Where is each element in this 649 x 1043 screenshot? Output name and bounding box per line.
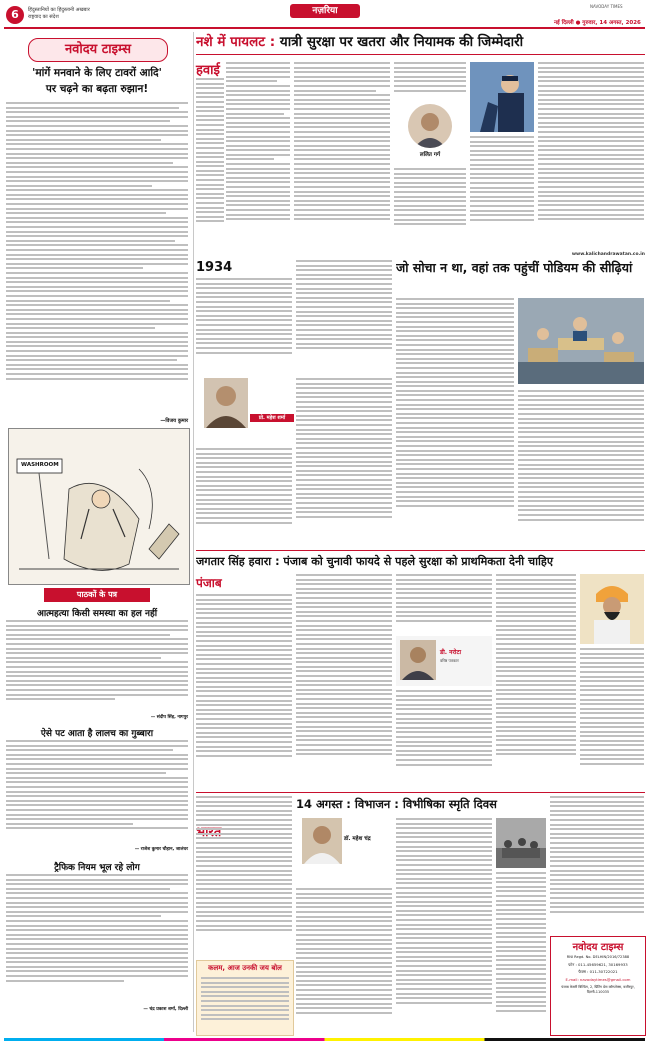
masthead-tagline-2: राष्ट्रवाद का संदेश — [28, 14, 59, 20]
imprint-reg: RNI Regd. No. DELHIN/2016/72388 — [566, 955, 630, 959]
imprint-fax: फैक्स : 011-30722021 — [578, 969, 618, 974]
imprint-phone: फोन : 011-45659621, 30169933 — [568, 962, 628, 967]
letter3-body — [6, 874, 188, 1002]
editorial-body — [6, 102, 188, 414]
letter3-author: — चंद्र प्रकाश शर्मा, दिल्ली — [143, 1007, 188, 1012]
cartoon — [8, 428, 190, 585]
top-story-col2 — [294, 62, 390, 242]
partition-col5 — [550, 796, 644, 932]
day-date: गुरुवार, 14 अगस्त, 2026 — [582, 20, 641, 26]
partition-author-photo — [302, 818, 342, 864]
punjab-col2 — [296, 574, 392, 784]
letters-section — [4, 588, 190, 1028]
podium-year: 1934 — [196, 260, 233, 275]
imprint-address: पंजाब केसरी बिल्डिंग, 2, प्रिंटिंग प्रेस कॉम्प्लेक्स, वजीरपुर, दिल्ली-110035 — [561, 985, 635, 994]
top-story-headline — [196, 32, 645, 52]
letter1-title: आत्महत्या किसी समस्या का हल नहीं — [36, 609, 158, 619]
letter2-title: ऐसे पट आता है लालच का गुब्बारा — [40, 729, 154, 739]
page-number-badge: 6 — [6, 6, 24, 24]
web-footer: www.kalichandrawatan.co.in — [571, 252, 645, 257]
top-story-headline-text: यात्री सुरक्षा पर खतरा और नियामक की जिम्मेदारी — [279, 34, 524, 50]
top-story-byline — [394, 62, 466, 162]
top-story-rule — [196, 54, 645, 55]
editorial-quote: 'मांगें मनवाने के लिए टावरों आदि' — [32, 67, 162, 79]
date-separator: ● — [575, 20, 583, 26]
punjab-col3a — [396, 574, 492, 634]
top-story-byline-name: ललित गर्ग — [419, 152, 441, 158]
editorial-brand: नवोदय टाइम्स — [64, 42, 132, 57]
partition-byline-name: डॉ. महेश चंद्र — [344, 836, 371, 842]
podium-col-left2 — [296, 260, 392, 374]
author-photo — [408, 104, 452, 148]
podium-col2 — [296, 378, 392, 544]
pilot-photo — [470, 62, 534, 132]
top-right-brand: NAVODAY TIMES — [590, 4, 623, 9]
punjab-state-tag: पंजाब — [196, 576, 222, 590]
top-story-col4 — [470, 136, 534, 242]
punjab-rule — [196, 550, 645, 551]
punjab-byline-label: वरिष्ठ पत्रकार — [440, 658, 459, 663]
letter1-body — [6, 620, 188, 712]
top-story-dropcap: हवाई — [196, 63, 220, 78]
partition-col1 — [196, 796, 292, 956]
section-title: नज़रिया — [290, 4, 360, 18]
top-story-byline-text-above — [394, 62, 466, 102]
poem-title: कलम, आज उनकी जय बोल — [208, 964, 282, 972]
podium-col1 — [196, 448, 292, 544]
punjab-photo — [580, 574, 644, 644]
left-column-divider — [193, 32, 194, 1032]
podium-col-left — [196, 278, 292, 374]
podium-author-photo — [204, 378, 248, 428]
masthead-tagline-1: हिंदुस्तानियों का हिंदुस्तानी अखबार — [28, 7, 90, 13]
podium-headline: जो सोचा न था, वहां तक पहुंचीं पोडियम की सीढ़ियां — [396, 260, 633, 275]
imprint-brand: नवोदय टाइम्स — [572, 942, 624, 953]
letter2-author: — राजेश कुमार चौहान, जालंधर — [134, 847, 188, 852]
top-story-col5 — [538, 62, 644, 242]
letter2-body — [6, 740, 188, 844]
punjab-col3b — [396, 690, 492, 784]
podium-byline — [196, 378, 292, 444]
edition: नई दिल्ली — [554, 20, 574, 26]
imprint-email[interactable]: E-mail: navodaytimes@gmail.com — [565, 977, 631, 982]
partition-rule — [196, 792, 645, 793]
podium-photo — [518, 298, 644, 384]
top-story-col1 — [226, 62, 290, 242]
edition-date — [554, 18, 641, 26]
editorial-column — [4, 32, 190, 587]
partition-col3 — [396, 818, 492, 1034]
editorial-brand-box — [28, 38, 168, 62]
top-story-col3 — [394, 168, 466, 242]
punjab-col1 — [196, 594, 292, 784]
podium-col3 — [396, 298, 514, 544]
top-story — [196, 32, 645, 247]
masthead — [0, 0, 649, 30]
punjab-byline-name: डी. नरोटा — [440, 649, 462, 656]
podium-story — [196, 258, 645, 548]
letter1-author: — संदीप सिंह, नागपुर — [150, 715, 188, 720]
letter3-title: ट्रैफिक नियम भूल रहे लोग — [54, 863, 140, 873]
letters-title: पाठकों के पत्र — [44, 588, 150, 602]
imprint-box — [550, 936, 646, 1036]
cartoon-label: WASHROOM — [21, 462, 59, 468]
partition-byline — [296, 818, 392, 886]
punjab-story — [196, 550, 645, 790]
editorial-subhead: पर चढ़ने का बढ़ता रुझान! — [45, 83, 149, 95]
punjab-col4 — [496, 574, 576, 784]
poem-box — [196, 960, 294, 1036]
partition-col4 — [496, 872, 546, 1034]
punjab-byline — [396, 636, 492, 686]
bottom-color-strip — [4, 1038, 645, 1041]
partition-photo — [496, 818, 546, 868]
top-story-col1b — [196, 78, 224, 242]
masthead-rule — [4, 27, 645, 29]
podium-col4 — [518, 390, 644, 544]
punjab-headline: जगतार सिंह हवारा : पंजाब को चुनावी फायदे से पहले सुरक्षा को प्राथमिकता देनी चाहिए — [196, 555, 554, 568]
editorial-author: —विजय कुमार — [160, 418, 188, 424]
punjab-col5 — [580, 648, 644, 784]
top-story-kicker: नशे में पायलट : — [196, 34, 276, 50]
partition-headline: 14 अगस्त : विभाजन : विभीषिका स्मृति दिवस — [296, 797, 497, 811]
punjab-author-photo — [400, 640, 436, 680]
cartoon-illustration — [9, 429, 189, 584]
partition-col2 — [296, 888, 392, 1034]
poem-body — [201, 977, 289, 1031]
partition-story — [196, 792, 645, 1037]
podium-byline-name: प्रो. महेश शर्मा — [250, 414, 294, 422]
